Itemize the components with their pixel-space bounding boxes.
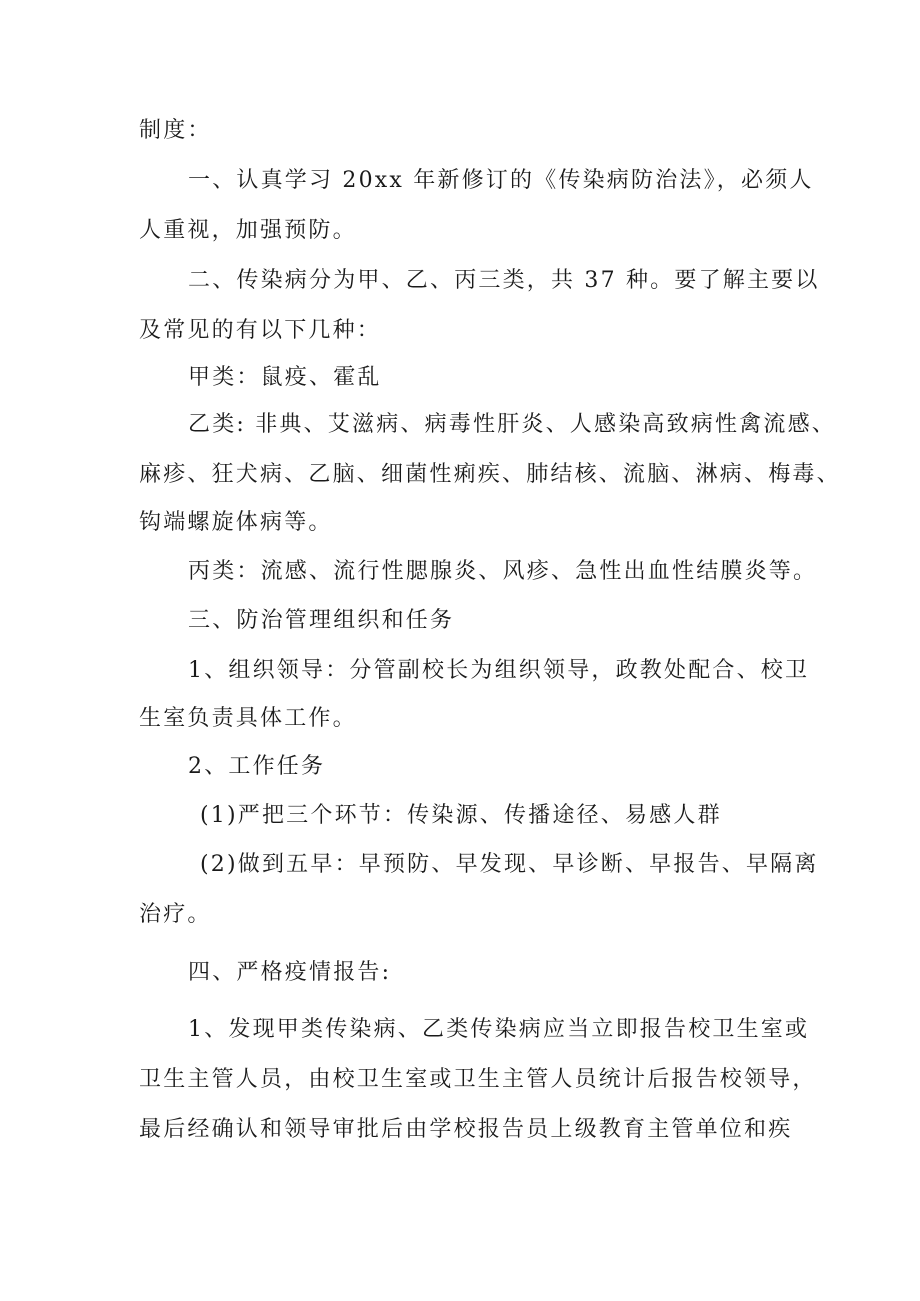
line-task-1: (1)严把三个环节：传染源、传播途径、易感人群	[200, 803, 722, 828]
line-item-4: 四、严格疫情报告:	[188, 960, 392, 985]
line-task-2-cont: 治疗。	[139, 902, 212, 927]
line-item-1-cont: 人重视，加强预防。	[139, 218, 357, 243]
line-class-b: 乙类: 非典、艾滋病、病毒性肝炎、人感染高致病性禽流感、	[188, 412, 837, 437]
line-report-1: 1、发现甲类传染病、乙类传染病应当立即报告校卫生室或	[188, 1017, 810, 1042]
line-class-a: 甲类：鼠疫、霍乱	[188, 365, 382, 390]
line-sub-1: 1、组织领导：分管副校长为组织领导，政教处配合、校卫	[188, 658, 810, 683]
line-task-2: (2)做到五早：早预防、早发现、早诊断、早报告、早隔离	[200, 852, 819, 877]
line-item-2-cont: 及常见的有以下几种：	[139, 318, 382, 343]
line-report-1-cont-2: 最后经确认和领导审批后由学校报告员上级教育主管单位和疾	[139, 1117, 793, 1142]
line-class-b-cont-1: 麻疹、狂犬病、乙脑、细菌性痢疾、肺结核、流脑、淋病、梅毒、	[139, 462, 841, 487]
line-sub-1-cont: 生室负责具体工作。	[139, 706, 357, 731]
line-class-c: 丙类：流感、流行性腮腺炎、风疹、急性出血性结膜炎等。	[188, 559, 818, 584]
line-report-1-cont-1: 卫生主管人员，由校卫生室或卫生主管人员统计后报告校领导，	[139, 1067, 817, 1092]
line-sub-2: 2、工作任务	[188, 754, 326, 779]
line-class-b-cont-2: 钩端螺旋体病等。	[139, 510, 333, 535]
line-item-3: 三、防治管理组织和任务	[188, 608, 455, 633]
line-item-2: 二、传染病分为甲、乙、丙三类，共 37 种。要了解主要以	[188, 268, 820, 293]
line-heading-zhidu: 制度：	[139, 118, 212, 143]
line-item-1: 一、认真学习 20xx 年新修订的《传染病防治法》，必须人	[188, 168, 814, 193]
